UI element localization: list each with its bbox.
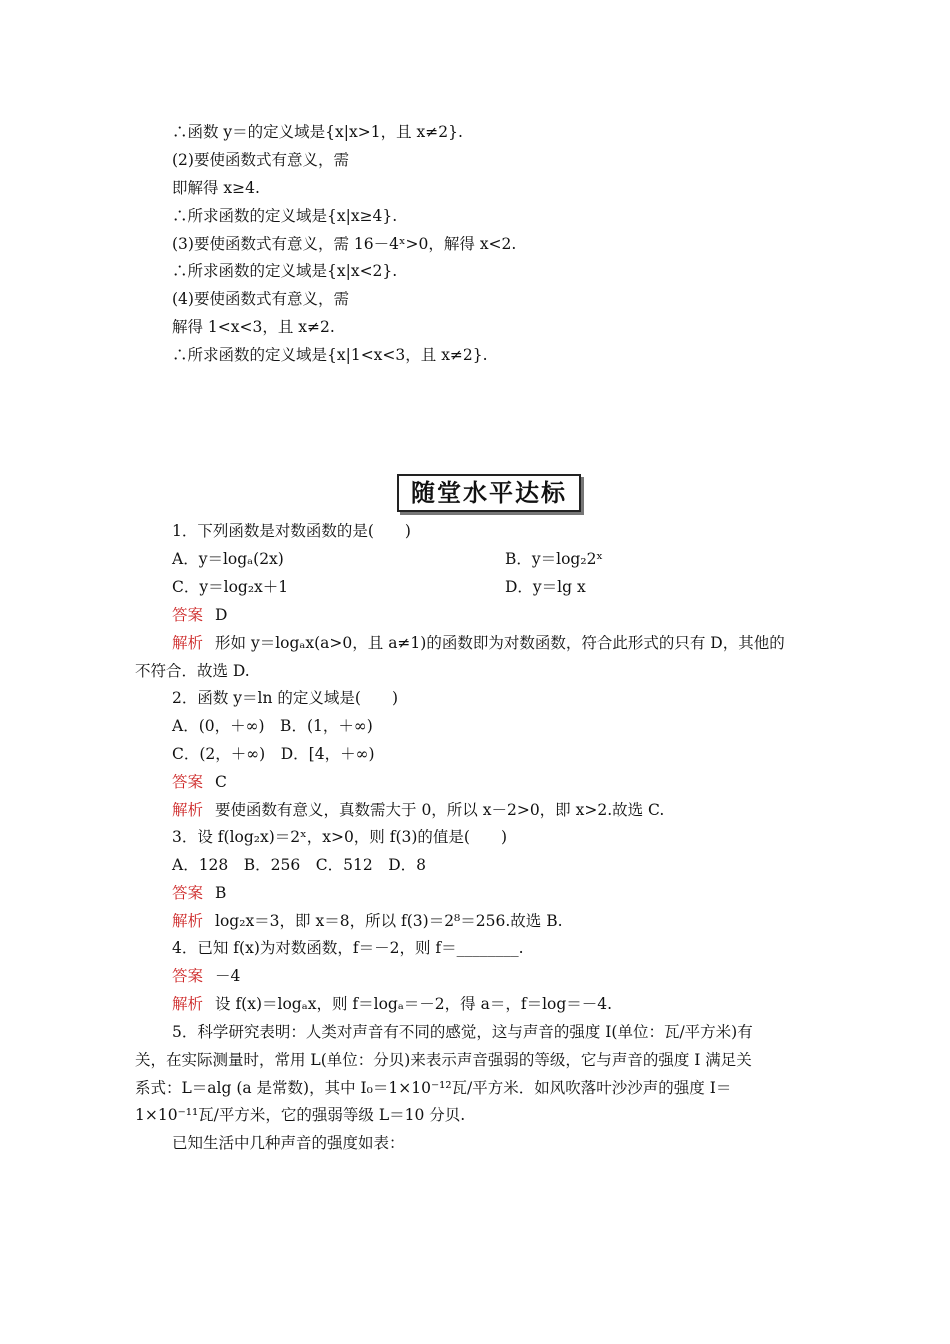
solution-line-7: (4)要使函数式有意义，需 xyxy=(172,290,349,308)
answer-label: 答案 xyxy=(172,773,204,791)
q1-analysis-text: 形如 y＝logₐx(a>0，且 a≠1)的函数即为对数函数，符合此形式的只有 D，其他的 xyxy=(215,634,785,652)
q3-stem: 3．设 f(log₂x)＝2ˣ，x>0，则 f(3)的值是( ) xyxy=(172,828,508,846)
q1-option-c: C．y＝log₂x＋1 xyxy=(172,578,289,596)
q5-line-4: 1×10⁻¹¹瓦/平方米，它的强弱等级 L＝10 分贝. xyxy=(135,1106,466,1124)
solution-line-9: ∴所求函数的定义域是{x|1<x<3，且 x≠2}. xyxy=(172,346,488,364)
solution-line-1: ∴函数 y＝的定义域是{x|x>1，且 x≠2}. xyxy=(172,123,463,141)
q3-analysis-text: log₂x＝3，即 x＝8，所以 f(3)＝2⁸＝256.故选 B. xyxy=(215,912,563,930)
solution-line-3: 即解得 x≥4. xyxy=(172,179,260,197)
q2-answer: C xyxy=(215,773,227,791)
solution-line-6: ∴所求函数的定义域是{x|x<2}. xyxy=(172,262,398,280)
q4-stem: 4．已知 f(x)为对数函数，f＝－2，则 f＝________. xyxy=(172,939,524,957)
section-title: 随堂水平达标 xyxy=(397,474,581,512)
solution-line-8: 解得 1<x<3，且 x≠2. xyxy=(172,318,335,336)
analysis-label: 解析 xyxy=(172,995,204,1013)
q4-answer: －4 xyxy=(215,967,241,985)
q5-line-1: 5．科学研究表明：人类对声音有不同的感觉，这与声音的强度 I(单位：瓦/平方米)有 xyxy=(172,1023,753,1041)
solution-line-5: (3)要使函数式有意义，需 16－4ˣ>0，解得 x<2. xyxy=(172,235,517,253)
q1-stem: 1．下列函数是对数函数的是( ) xyxy=(172,522,411,540)
q4-answer-line xyxy=(172,965,240,987)
q2-options-cd: C．(2，＋∞) D．[4，＋∞) xyxy=(172,745,375,763)
analysis-label: 解析 xyxy=(172,801,204,819)
q4-analysis-text: 设 f(x)＝logₐx，则 f＝logₐ＝－2，得 a＝，f＝log＝－4. xyxy=(215,995,613,1013)
solution-line-2: (2)要使函数式有意义，需 xyxy=(172,151,349,169)
analysis-label: 解析 xyxy=(172,912,204,930)
q2-answer-line xyxy=(172,771,227,793)
q1-analysis-line-2: 不符合．故选 D. xyxy=(135,662,250,680)
q2-analysis-text: 要使函数有意义，真数需大于 0，所以 x－2>0，即 x>2.故选 C. xyxy=(215,801,665,819)
answer-label: 答案 xyxy=(172,884,204,902)
q5-line-2: 关，在实际测量时，常用 L(单位：分贝)来表示声音强弱的等级，它与声音的强度 I 满足关 xyxy=(135,1051,752,1069)
q3-answer-line xyxy=(172,882,226,904)
q2-analysis-line xyxy=(172,799,664,821)
q1-analysis-line-1 xyxy=(172,632,785,654)
q3-options: A．128 B．256 C．512 D．8 xyxy=(172,856,426,874)
q5-line-5: 已知生活中几种声音的强度如表： xyxy=(172,1134,405,1152)
analysis-label: 解析 xyxy=(172,634,204,652)
q1-option-b: B．y＝log₂2ˣ xyxy=(505,550,604,568)
q1-option-a: A．y＝logₐ(2x) xyxy=(172,550,284,568)
q3-answer: B xyxy=(215,884,227,902)
q1-answer-line xyxy=(172,604,227,626)
q1-option-d: D．y＝lg x xyxy=(505,578,586,596)
solution-line-4: ∴所求函数的定义域是{x|x≥4}. xyxy=(172,207,398,225)
q4-analysis-line xyxy=(172,993,612,1015)
q1-answer: D xyxy=(215,606,228,624)
answer-label: 答案 xyxy=(172,967,204,985)
q3-analysis-line xyxy=(172,910,563,932)
answer-label: 答案 xyxy=(172,606,204,624)
q5-line-3: 系式：L＝alg (a 是常数)，其中 I₀＝1×10⁻¹²瓦/平方米．如风吹落叶沙沙声的强度 I＝ xyxy=(135,1079,732,1097)
q2-stem: 2．函数 y＝ln 的定义域是( ) xyxy=(172,689,399,707)
q2-options-ab: A．(0，＋∞) B．(1，＋∞) xyxy=(172,717,373,735)
